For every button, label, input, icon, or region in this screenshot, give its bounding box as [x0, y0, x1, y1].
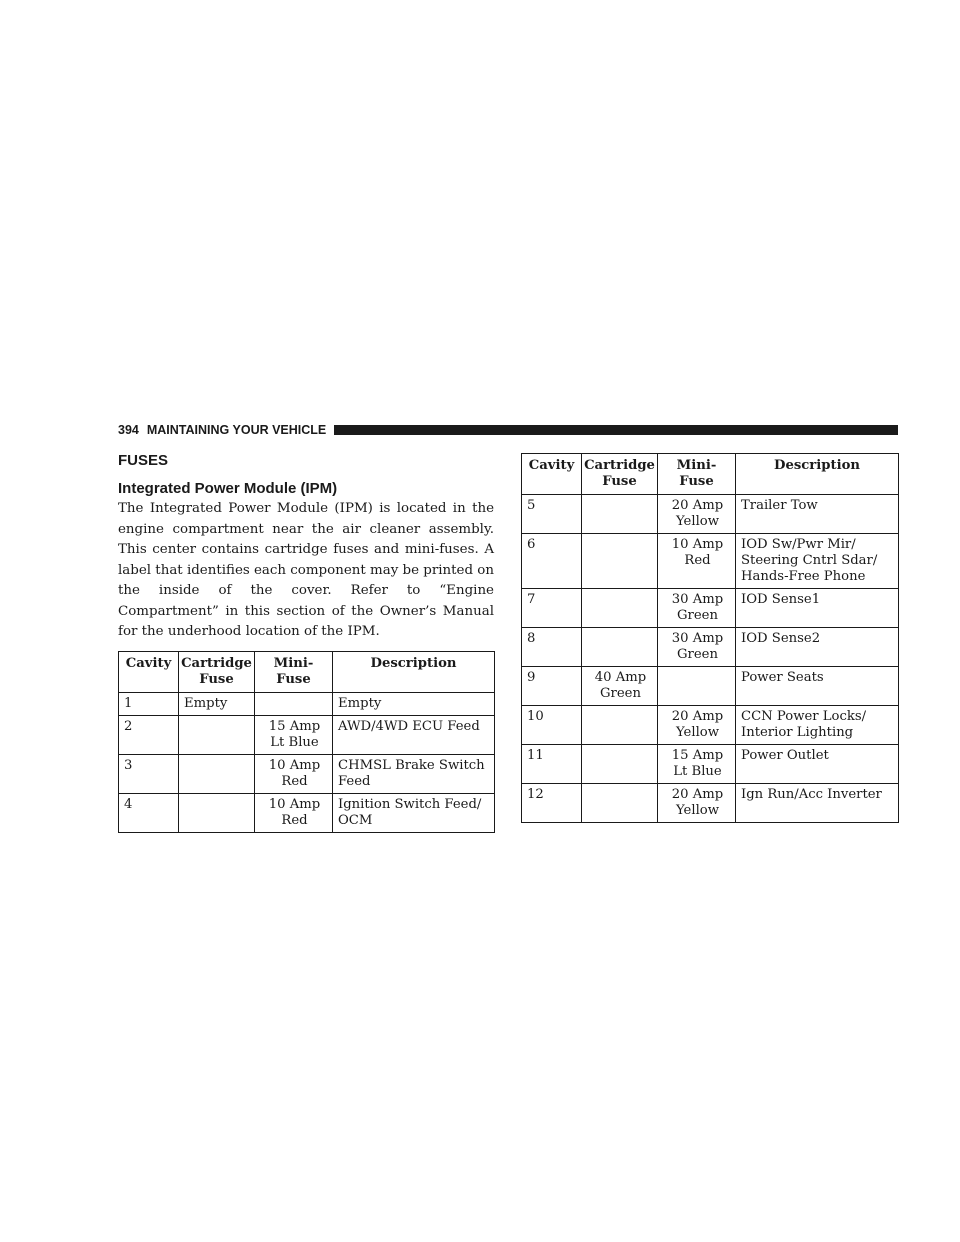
cartridge-fuse-cell: [179, 793, 255, 832]
cavity-cell: 7: [522, 589, 582, 628]
body-paragraph: The Integrated Power Module (IPM) is located in the engine compartment near the air cleaner assembly. This center contains cartridge fuses and mini-fuses. A label that identifies each component may be printed on the inside of the cover. Refer to “Engine Compartment” in this section of the Owner’s Manual for the underhood location of the IPM.: [118, 501, 494, 639]
description-cell: CCN Power Locks/ Interior Lighting: [736, 706, 899, 745]
cavity-cell: 10: [522, 706, 582, 745]
fuse-table-right: [521, 453, 899, 823]
header-rule: [334, 425, 898, 435]
table-row: [522, 706, 899, 745]
cartridge-fuse-cell: 40 Amp Green: [582, 667, 658, 706]
mini-fuse-cell: [658, 667, 736, 706]
mini-fuse-cell: 10 Amp Red: [658, 534, 736, 589]
table-row: [119, 793, 495, 832]
cartridge-fuse-cell: [582, 706, 658, 745]
section-subheading: Integrated Power Module (IPM): [118, 480, 338, 497]
column-header-description: Description: [333, 651, 495, 692]
table-row: [522, 745, 899, 784]
section-title: MAINTAINING YOUR VEHICLE: [146, 423, 327, 437]
cavity-cell: 6: [522, 534, 582, 589]
cavity-cell: 8: [522, 628, 582, 667]
table-row: [522, 534, 899, 589]
mini-fuse-cell: 15 Amp Lt Blue: [255, 715, 333, 754]
table-header-row: [119, 651, 495, 692]
page-number: 394: [118, 423, 139, 437]
column-header-cavity: Cavity: [522, 454, 582, 495]
cartridge-fuse-cell: Empty: [179, 692, 255, 715]
cartridge-fuse-cell: [582, 589, 658, 628]
cartridge-fuse-cell: [582, 534, 658, 589]
description-cell: Empty: [333, 692, 495, 715]
table-row: [522, 784, 899, 823]
description-cell: Ign Run/Acc Inverter: [736, 784, 899, 823]
mini-fuse-cell: 10 Amp Red: [255, 793, 333, 832]
fuse-table-left: [118, 651, 495, 833]
page-header: [118, 420, 898, 440]
column-header-mini-fuse: Mini-Fuse: [658, 454, 736, 495]
cartridge-fuse-cell: [582, 628, 658, 667]
description-cell: IOD Sense1: [736, 589, 899, 628]
table-row: [119, 715, 495, 754]
description-cell: AWD/4WD ECU Feed: [333, 715, 495, 754]
cavity-cell: 1: [119, 692, 179, 715]
cartridge-fuse-cell: [179, 715, 255, 754]
table-row: [522, 628, 899, 667]
table-row: [522, 495, 899, 534]
table-header-row: [522, 454, 899, 495]
cavity-cell: 5: [522, 495, 582, 534]
mini-fuse-cell: 10 Amp Red: [255, 754, 333, 793]
cartridge-fuse-cell: [582, 495, 658, 534]
mini-fuse-cell: 15 Amp Lt Blue: [658, 745, 736, 784]
column-header-cavity: Cavity: [119, 651, 179, 692]
description-cell: IOD Sw/Pwr Mir/ Steering Cntrl Sdar/ Hands-Free Phone: [736, 534, 899, 589]
right-column: [521, 453, 898, 823]
cartridge-fuse-cell: [179, 754, 255, 793]
description-cell: IOD Sense2: [736, 628, 899, 667]
column-header-cartridge-fuse: Cartridge Fuse: [582, 454, 658, 495]
description-cell: Trailer Tow: [736, 495, 899, 534]
mini-fuse-cell: [255, 692, 333, 715]
mini-fuse-cell: 30 Amp Green: [658, 628, 736, 667]
mini-fuse-cell: 30 Amp Green: [658, 589, 736, 628]
mini-fuse-cell: 20 Amp Yellow: [658, 706, 736, 745]
table-row: [119, 692, 495, 715]
cavity-cell: 2: [119, 715, 179, 754]
table-row: [522, 589, 899, 628]
cartridge-fuse-cell: [582, 784, 658, 823]
page-heading: FUSES: [118, 452, 169, 469]
description-cell: Ignition Switch Feed/ OCM: [333, 793, 495, 832]
cartridge-fuse-cell: [582, 745, 658, 784]
column-header-mini-fuse: Mini-Fuse: [255, 651, 333, 692]
cavity-cell: 3: [119, 754, 179, 793]
description-cell: CHMSL Brake Switch Feed: [333, 754, 495, 793]
table-row: [522, 667, 899, 706]
cavity-cell: 12: [522, 784, 582, 823]
cavity-cell: 4: [119, 793, 179, 832]
table-row: [119, 754, 495, 793]
left-column: [118, 452, 494, 833]
column-header-cartridge-fuse: Cartridge Fuse: [179, 651, 255, 692]
description-cell: Power Seats: [736, 667, 899, 706]
cavity-cell: 9: [522, 667, 582, 706]
description-cell: Power Outlet: [736, 745, 899, 784]
mini-fuse-cell: 20 Amp Yellow: [658, 495, 736, 534]
column-header-description: Description: [736, 454, 899, 495]
cavity-cell: 11: [522, 745, 582, 784]
mini-fuse-cell: 20 Amp Yellow: [658, 784, 736, 823]
